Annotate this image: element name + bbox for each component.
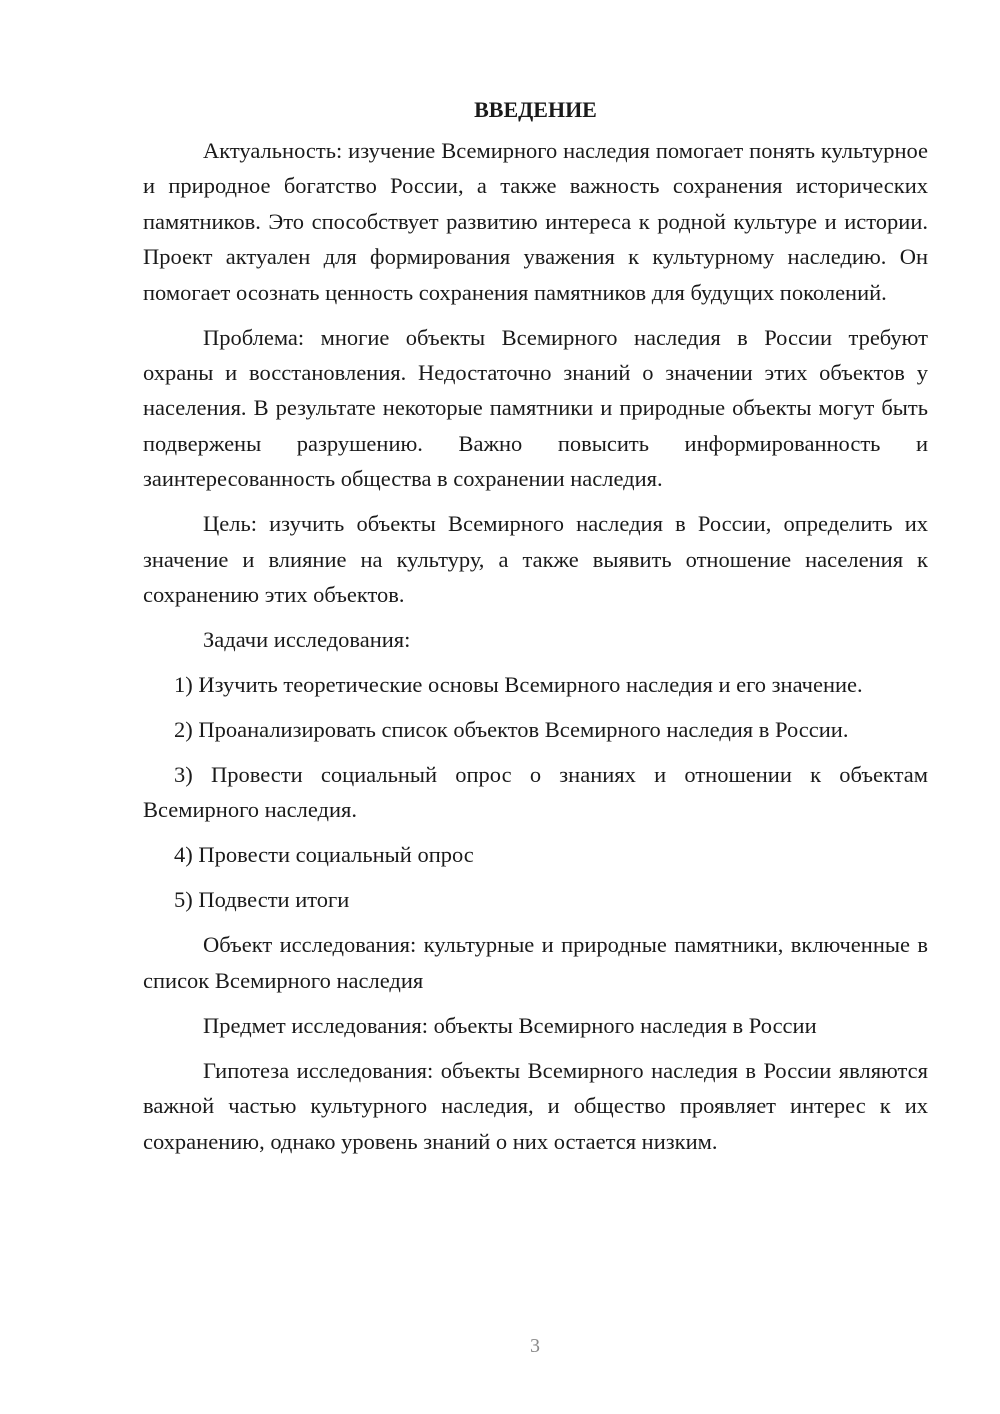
subject-paragraph: Предмет исследования: объекты Всемирного наследия в России: [203, 1012, 817, 1038]
task-item-4: 4) Провести социальный опрос: [174, 842, 474, 868]
task-item-1: 1) Изучить теоретические основы Всемирного наследия и его значение.: [174, 672, 863, 698]
section-title: ВВЕДЕНИЕ: [474, 97, 597, 122]
object-paragraph: Объект исследования: культурные и природные памятники, включенные в список Всемирного наследия: [143, 932, 928, 993]
relevance-paragraph: Актуальность: изучение Всемирного наследия помогает понять культурное и природное богатство России, а также важность сохранения исторических памятников. Это способствует развитию интереса к родной культуре и истории. Проект актуален для формирования уважения к культурному наследию. Он помогает осознать ценность сохранения памятников для будущих поколений.: [143, 138, 928, 305]
page-number: 3: [530, 1335, 540, 1357]
task-item-5: 5) Подвести итоги: [174, 887, 350, 913]
goal-paragraph: Цель: изучить объекты Всемирного наследия в России, определить их значение и влияние на культуру, а также выявить отношение населения к сохранению этих объектов.: [143, 511, 928, 608]
task-item-3: 3) Провести социальный опрос о знаниях и отношении к объектам Всемирного наследия.: [143, 762, 928, 823]
task-item-2: 2) Проанализировать список объектов Всемирного наследия в России.: [174, 717, 849, 743]
problem-paragraph: Проблема: многие объекты Всемирного наследия в России требуют охраны и восстановления. Недостаточно знаний о значении этих объектов у населения. В результате некоторые памятники и природные объекты могут быть подвержены разрушению. Важно повысить информированность и заинтересованность общества в сохранении наследия.: [143, 324, 928, 492]
tasks-heading: Задачи исследования:: [203, 627, 411, 653]
hypothesis-paragraph: Гипотеза исследования: объекты Всемирного наследия в России являются важной частью культурного наследия, и общество проявляет интерес к их сохранению, однако уровень знаний о них остается низким.: [143, 1057, 928, 1154]
page-content: [143, 92, 928, 1159]
